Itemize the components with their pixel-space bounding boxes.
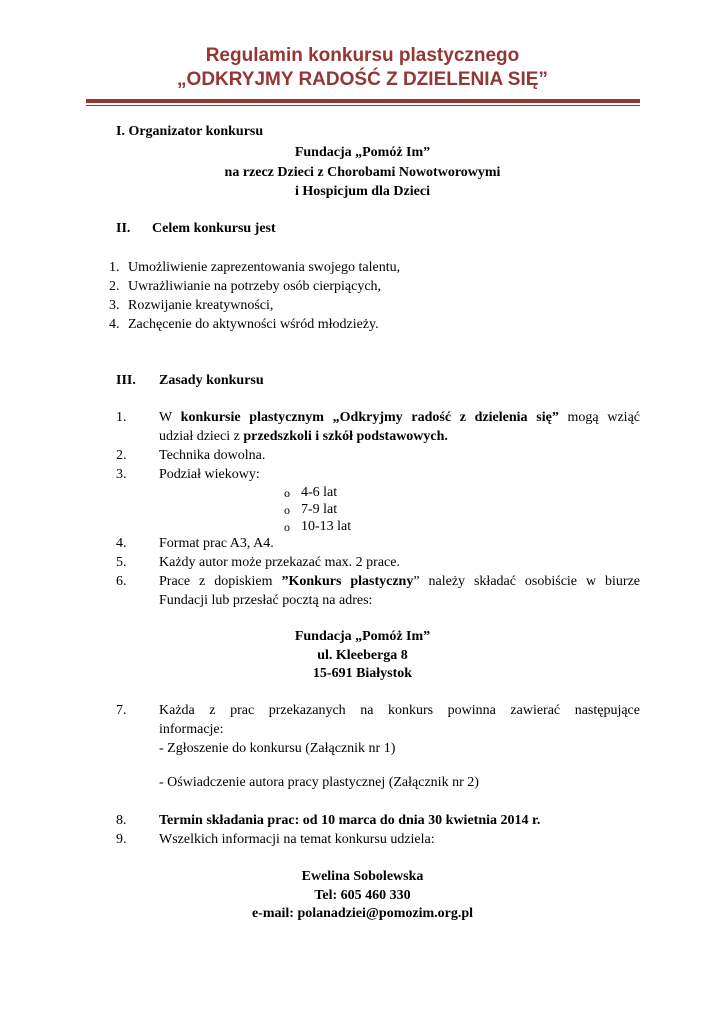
- rule-text: Każdy autor może przekazać max. 2 prace.: [159, 555, 400, 570]
- section2-heading: Celem konkursu jest: [152, 221, 276, 236]
- rule-text: Technika dowolna.: [159, 448, 266, 463]
- goal-number: 2.: [109, 279, 120, 294]
- rule-number: 8.: [116, 813, 127, 828]
- title-rule-thick: [86, 99, 640, 103]
- submission-label: ”Konkurs plastyczny: [281, 574, 414, 589]
- rule-number: 5.: [116, 555, 127, 570]
- contact-email: e-mail: polanadziei@pomozim.org.pl: [251, 906, 474, 921]
- rule6-line1: [159, 573, 640, 591]
- age-group: 7-9 lat: [301, 502, 338, 517]
- rule1-text: udział dzieci z: [159, 429, 244, 444]
- rule-number: 4.: [116, 536, 127, 551]
- rule6-text: ” należy składać osobiście w biurze: [413, 574, 640, 589]
- rule7-line2: informacje:: [159, 722, 224, 737]
- rule1-text: W: [159, 410, 181, 425]
- rule7-line1: Każda z prac przekazanych na konkurs powinna zawierać następujące: [159, 703, 640, 718]
- organizer-name: Fundacja „Pomóż Im”: [294, 145, 431, 160]
- title-rule-thin: [86, 105, 640, 106]
- bullet-icon: o: [284, 486, 290, 500]
- rule-number: 1.: [116, 410, 127, 425]
- organizer-line3: i Hospicjum dla Dzieci: [295, 184, 430, 199]
- goal-number: 1.: [109, 260, 120, 275]
- rule-number: 7.: [116, 703, 127, 718]
- rule-number: 2.: [116, 448, 127, 463]
- address-street: ul. Kleeberga 8: [317, 648, 408, 663]
- age-group: 10-13 lat: [301, 519, 352, 534]
- section2-number: II.: [116, 221, 131, 236]
- rule6-line2: Fundacji lub przesłać pocztą na adres:: [159, 593, 373, 608]
- document-title-line2: „ODKRYJMY RADOŚĆ Z DZIELENIA SIĘ”: [177, 69, 548, 90]
- rule-text: Podział wiekowy:: [159, 467, 260, 482]
- rule6-text: Prace z dopiskiem: [159, 574, 282, 589]
- organizer-line2: na rzecz Dzieci z Chorobami Nowotworowymi: [224, 165, 501, 180]
- goal-item: Zachęcenie do aktywności wśród młodzieży.: [128, 317, 379, 332]
- bullet-icon: o: [284, 520, 290, 534]
- goal-item: Umożliwienie zaprezentowania swojego talentu,: [128, 260, 401, 275]
- rule1-line1: [159, 409, 640, 427]
- rule-number: 6.: [116, 574, 127, 589]
- contact-phone: Tel: 605 460 330: [314, 888, 411, 903]
- contest-name: konkursie plastycznym „Odkryjmy radość z dzielenia się”: [180, 410, 559, 425]
- goal-number: 4.: [109, 317, 120, 332]
- rule-number: 3.: [116, 467, 127, 482]
- eligible-schools: przedszkoli i szkół podstawowych.: [243, 429, 448, 444]
- rule-text: Format prac A3, A4.: [159, 536, 274, 551]
- contact-name: Ewelina Sobolewska: [301, 869, 424, 884]
- deadline: Termin składania prac: od 10 marca do dnia 30 kwietnia 2014 r.: [159, 813, 541, 828]
- section3-heading: Zasady konkursu: [159, 373, 264, 388]
- document-title-line1: Regulamin konkursu plastycznego: [205, 45, 520, 66]
- attachment-1: - Zgłoszenie do konkursu (Załącznik nr 1): [159, 741, 396, 756]
- section1-heading: I. Organizator konkursu: [116, 124, 264, 139]
- goal-item: Rozwijanie kreatywności,: [128, 298, 274, 313]
- bullet-icon: o: [284, 503, 290, 517]
- attachment-2: - Oświadczenie autora pracy plastycznej (Załącznik nr 2): [159, 775, 479, 790]
- address-name: Fundacja „Pomóż Im”: [294, 629, 431, 644]
- address-city: 15-691 Białystok: [312, 666, 413, 681]
- rule1-text: mogą wziąć: [558, 410, 640, 425]
- age-group: 4-6 lat: [301, 485, 338, 500]
- rule-text: Wszelkich informacji na temat konkursu udziela:: [159, 832, 435, 847]
- goal-item: Uwrażliwianie na potrzeby osób cierpiących,: [128, 279, 382, 294]
- goal-number: 3.: [109, 298, 120, 313]
- rule-number: 9.: [116, 832, 127, 847]
- section3-number: III.: [116, 373, 136, 388]
- rule1-line2: [159, 428, 448, 446]
